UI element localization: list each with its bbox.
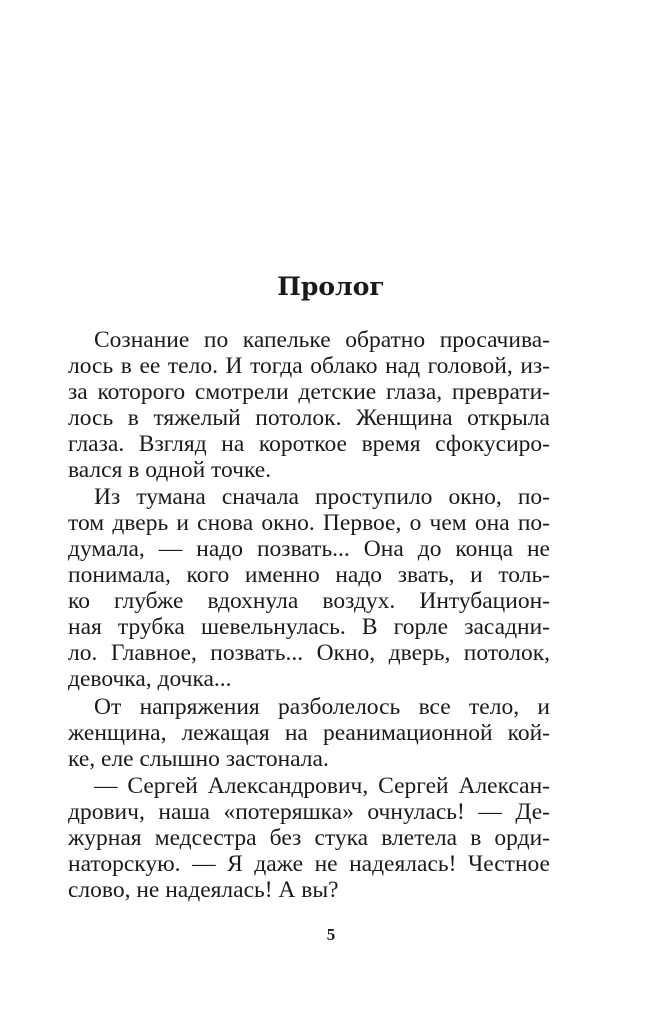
chapter-title: Пролог [277,272,385,301]
text-line: слово, не надеялась! А вы? [68,877,339,903]
text-line: понимала, кого именно надо звать, и толь- [68,562,550,588]
text-line: ло. Главное, позвать... Окно, дверь, потолок, [68,640,550,666]
text-line: От напряжения разболелось все тело, и [94,694,550,720]
text-line: ная трубка шевельнулась. В горле засадни- [68,614,550,640]
text-line: ко глубже вдохнула воздух. Интубацион- [68,588,550,614]
text-line: Из тумана сначала проступило окно, по- [94,484,550,510]
text-line: вался в одной точке. [68,457,272,483]
text-line: лось в ее тело. И тогда облако над головой, из- [68,353,550,379]
text-line: том дверь и снова окно. Первое, о чем она по- [68,510,550,536]
text-line: за которого смотрели детские глаза, преврати- [68,379,550,405]
text-line: наторскую. — Я даже не надеялась! Честное [68,851,550,877]
text-line: женщина, лежащая на реанимационной кой- [68,720,550,746]
text-line: Сознание по капельке обратно просачива- [94,327,550,353]
text-line: лось в тяжелый потолок. Женщина открыла [68,405,550,431]
text-line: ке, еле слышно застонала. [68,746,329,772]
text-line: думала, — надо позвать... Она до конца не [68,536,550,562]
text-line: дрович, наша «потеряшка» очнулась! — Де- [68,799,550,825]
page-number: 5 [326,925,336,944]
text-line: журная медсестра без стука влетела в орди- [68,825,550,851]
text-line: глаза. Взгляд на короткое время сфокусиро- [68,431,550,457]
text-line: девочка, дочка... [68,666,232,692]
text-line: — Сергей Александрович, Сергей Алексан- [94,773,550,799]
